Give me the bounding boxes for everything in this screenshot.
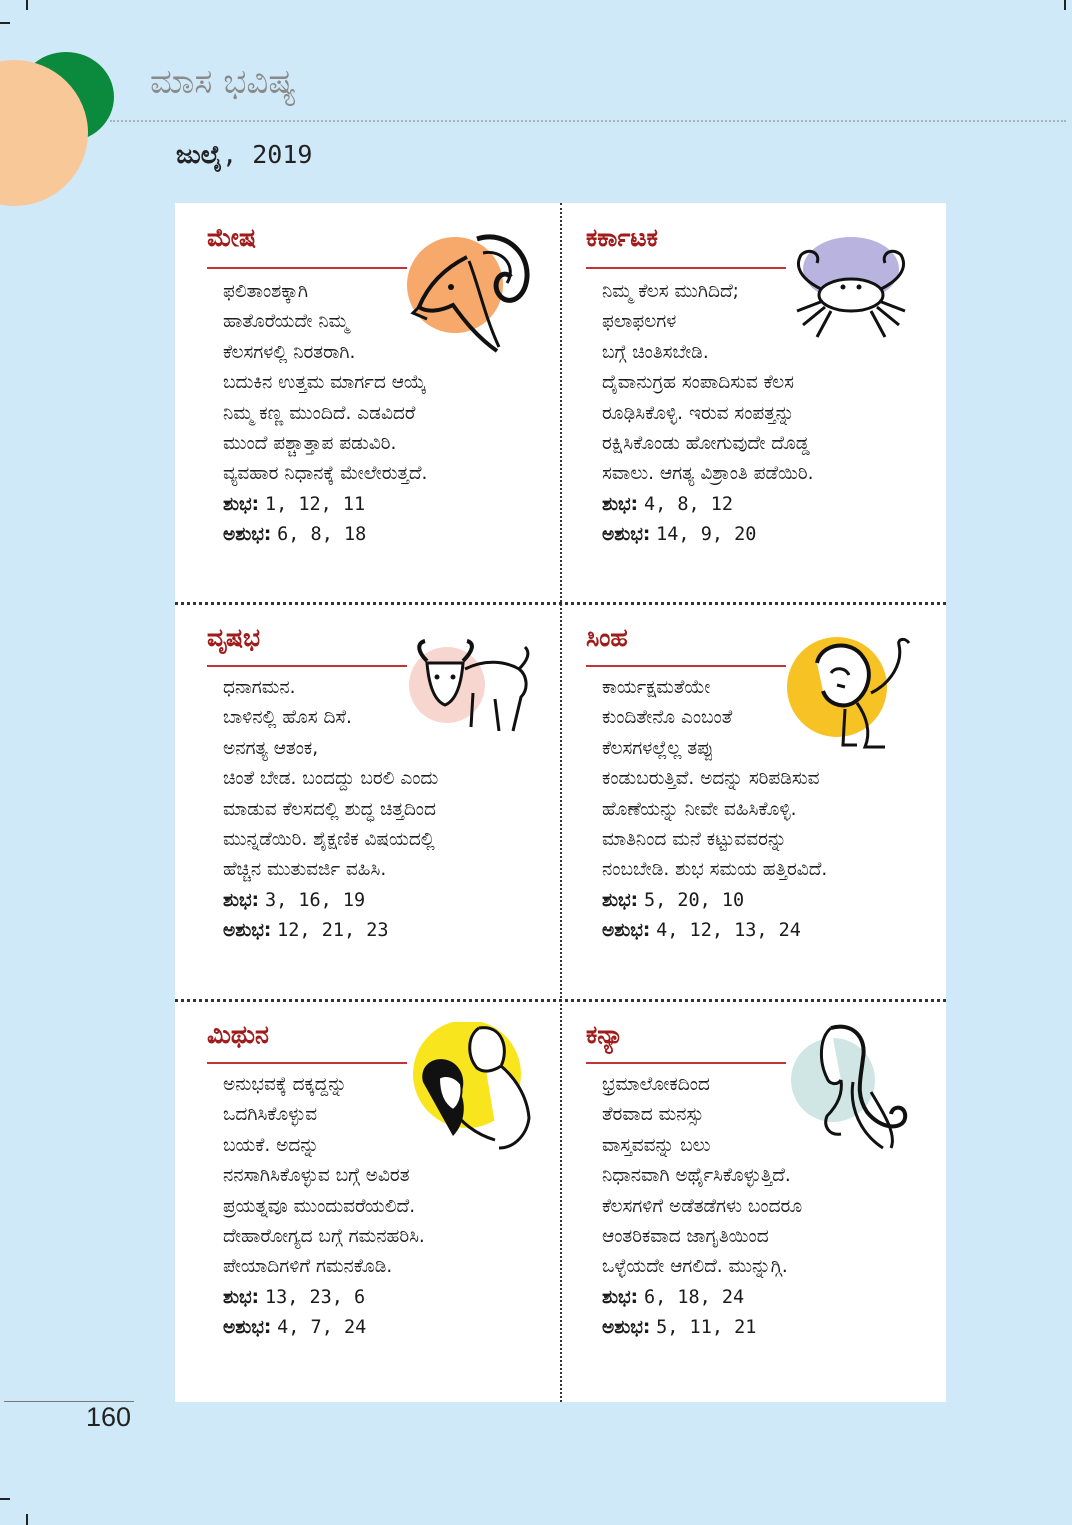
unlucky-values: 4, 12, 13, 24	[656, 920, 801, 941]
prediction-line: ಸವಾಲು. ಆಗತ್ಯ ವಿಶ್ರಾಂತಿ ಪಡೆಯಿರಿ.	[602, 463, 814, 485]
prediction-line: ಪ್ರಯತ್ನವೂ ಮುಂದುವರೆಯಲಿದೆ.	[223, 1195, 416, 1217]
page-title: ಮಾಸ ಭವಿಷ್ಯ	[150, 62, 297, 102]
crop-mark	[26, 0, 28, 10]
lucky-label: ಶುಭ:	[602, 1287, 639, 1308]
prediction-line: ಬಯಕೆ. ಅದನ್ನು	[223, 1134, 319, 1156]
unlucky-label: ಅಶುಭ:	[602, 1317, 651, 1338]
prediction-line: ಕೆಲಸಗಳಲ್ಲೆಲ್ಲ ತಪ್ಪು	[602, 737, 714, 759]
sign-card-mithuna	[175, 1002, 558, 1398]
lucky-days	[223, 1283, 365, 1313]
prediction-line: ಒಳ್ಳೆಯದೇ ಆಗಲಿದೆ. ಮುನ್ನುಗ್ಗಿ.	[602, 1256, 788, 1278]
unlucky-days	[223, 916, 389, 946]
lucky-label: ಶುಭ:	[223, 494, 260, 515]
lucky-days	[223, 886, 365, 916]
unlucky-values: 12, 21, 23	[277, 920, 389, 941]
twins-icon	[409, 1022, 535, 1152]
prediction-text	[223, 277, 427, 490]
prediction-line: ನಂಬಬೇಡಿ. ಶುಭ ಸಮಯ ಹತ್ತಿರವಿದೆ.	[602, 859, 828, 881]
prediction-line: ಕುಂದಿತೇನೊ ಎಂಬಂತೆ	[602, 707, 733, 729]
prediction-line: ಭ್ರಮಾಲೋಕದಿಂದ	[602, 1074, 710, 1095]
unlucky-days	[602, 916, 801, 946]
sign-title: ಸಿಂಹ	[586, 623, 628, 652]
sign-underline	[207, 267, 407, 269]
unlucky-days	[223, 520, 366, 550]
prediction-line: ಆಂತರಿಕವಾದ ಜಾಗೃತಿಯಿಂದ	[602, 1226, 769, 1248]
month-heading	[176, 140, 312, 170]
prediction-line: ಮುನ್ನಡೆಯಿರಿ. ಶೈಕ್ಷಣಿಕ ವಿಷಯದಲ್ಲಿ	[223, 829, 435, 851]
prediction-line: ದೇಹಾರೋಗ್ಯದ ಬಗ್ಗೆ ಗಮನಹರಿಸಿ.	[223, 1226, 425, 1248]
unlucky-values: 14, 9, 20	[656, 524, 757, 545]
crop-mark	[26, 1514, 28, 1525]
sign-card-kanya	[561, 1002, 944, 1398]
prediction-line: ಹಾತೊರೆಯದೇ ನಿಮ್ಮ	[223, 311, 349, 333]
maiden-icon	[791, 1022, 911, 1152]
lucky-values: 4, 8, 12	[643, 494, 734, 515]
prediction-line: ಮಾಡುವ ಕೆಲಸದಲ್ಲಿ ಶುದ್ಧ ಚಿತ್ತದಿಂದ	[223, 798, 436, 820]
unlucky-days	[602, 520, 756, 550]
prediction-line: ಫಲಾಫಲಗಳ	[602, 311, 677, 333]
sign-title: ಕನ್ಯಾ	[586, 1020, 624, 1049]
sign-underline	[586, 267, 786, 269]
prediction-line: ಫಲಿತಾಂಶಕ್ಕಾಗಿ	[223, 281, 309, 302]
prediction-line: ಹೆಚ್ಚಿನ ಮುತುವರ್ಜಿ ವಹಿಸಿ.	[223, 859, 387, 881]
sign-underline	[586, 665, 786, 667]
lucky-days	[602, 1283, 744, 1313]
horoscope-panel	[175, 203, 946, 1402]
prediction-text	[223, 673, 438, 886]
sign-card-mesha	[175, 203, 558, 599]
prediction-line: ಕೆಲಸಗಳಿಗೆ ಅಡೆತಡೆಗಳು ಬಂದರೂ	[602, 1195, 803, 1217]
prediction-line: ಕೆಲಸಗಳಲ್ಲಿ ನಿರತರಾಗಿ.	[223, 341, 356, 363]
crop-mark	[0, 1498, 10, 1500]
prediction-text	[602, 1070, 802, 1283]
prediction-line: ಬಗ್ಗೆ ಚಿಂತಿಸಬೇಡಿ.	[602, 341, 709, 363]
crop-mark	[1064, 0, 1066, 10]
prediction-line: ಮಾತಿನಿಂದ ಮನೆ ಕಟ್ಟುವವರನ್ನು	[602, 829, 787, 851]
unlucky-days	[602, 1313, 756, 1343]
prediction-line: ಬದುಕಿನ ಉತ್ತಮ ಮಾರ್ಗದ ಆಯ್ಕೆ	[223, 372, 427, 394]
sign-title: ವೃಷಭ	[207, 623, 261, 652]
lucky-values: 1, 12, 11	[264, 494, 366, 515]
sign-card-simha	[561, 605, 944, 1001]
prediction-line: ನನಸಾಗಿಸಿಕೊಳ್ಳುವ ಬಗ್ಗೆ ಅವಿರತ	[223, 1165, 410, 1187]
lucky-label: ಶುಭ:	[602, 494, 639, 515]
unlucky-label: ಅಶುಭ:	[223, 1317, 272, 1338]
sign-title: ಮಿಥುನ	[207, 1020, 269, 1049]
sign-card-vrishabha	[175, 605, 558, 1001]
prediction-line: ಧನಾಗಮನ.	[223, 677, 296, 698]
sign-card-karkataka	[561, 203, 944, 599]
lucky-values: 6, 18, 24	[643, 1287, 745, 1308]
lucky-values: 5, 20, 10	[643, 890, 745, 911]
prediction-line: ಬಾಳಿನಲ್ಲಿ ಹೊಸ ದಿಸೆ.	[223, 707, 352, 729]
prediction-line: ಪೇಯಾದಿಗಳಿಗೆ ಗಮನಕೊಡಿ.	[223, 1256, 393, 1278]
sign-underline	[207, 1062, 407, 1064]
lucky-days	[602, 490, 733, 520]
unlucky-label: ಅಶುಭ:	[602, 920, 651, 941]
prediction-line: ಮುಂದೆ ಪಶ್ಚಾತ್ತಾಪ ಪಡುವಿರಿ.	[223, 433, 397, 455]
unlucky-label: ಅಶುಭ:	[223, 524, 272, 545]
prediction-text	[602, 673, 827, 886]
prediction-line: ಹೊಣೆಯನ್ನು ನೀವೇ ವಹಿಸಿಕೊಳ್ಳಿ.	[602, 798, 797, 820]
prediction-text	[223, 1070, 425, 1283]
lucky-values: 13, 23, 6	[264, 1287, 366, 1308]
lucky-values: 3, 16, 19	[264, 890, 366, 911]
month-name: ಜುಲೈ	[176, 140, 223, 169]
prediction-line: ನಿಧಾನವಾಗಿ ಅರ್ಥೈಸಿಕೊಳ್ಳುತ್ತಿದೆ.	[602, 1165, 791, 1187]
prediction-line: ತೆರವಾದ ಮನಸ್ಸು	[602, 1104, 704, 1126]
prediction-line: ರೂಢಿಸಿಕೊಳ್ಳಿ. ಇರುವ ಸಂಪತ್ತನ್ನು	[602, 402, 795, 424]
sign-underline	[207, 665, 407, 667]
prediction-line: ಚಿಂತೆ ಬೇಡ. ಬಂದದ್ದು ಬರಲಿ ಎಂದು	[223, 768, 439, 790]
unlucky-label: ಅಶುಭ:	[602, 524, 651, 545]
prediction-line: ನಿಮ್ಮ ಕಣ್ಣ ಮುಂದಿದೆ. ಎಡವಿದರೆ	[223, 402, 416, 424]
unlucky-label: ಅಶುಭ:	[223, 920, 272, 941]
lucky-label: ಶುಭ:	[223, 890, 260, 911]
lucky-days	[602, 886, 744, 916]
page-number: 160	[86, 1402, 132, 1432]
prediction-line: ನಿಮ್ಮ ಕೆಲಸ ಮುಗಿದಿದೆ;	[602, 281, 739, 302]
prediction-line: ಅನಗತ್ಯ ಆತಂಕ,	[223, 737, 319, 759]
lucky-label: ಶುಭ:	[223, 1287, 260, 1308]
prediction-line: ವ್ಯವಹಾರ ನಿಧಾನಕ್ಕೆ ಮೇಲೇರುತ್ತದೆ.	[223, 463, 428, 485]
month-year: , 2019	[222, 140, 313, 169]
unlucky-days	[223, 1313, 366, 1343]
prediction-text	[602, 277, 814, 490]
lucky-days	[223, 490, 365, 520]
unlucky-values: 4, 7, 24	[277, 1317, 367, 1338]
sign-title: ಮೇಷ	[207, 223, 256, 252]
unlucky-values: 5, 11, 21	[656, 1317, 757, 1338]
prediction-line: ಒದಗಿಸಿಕೊಳ್ಳುವ	[223, 1104, 318, 1126]
prediction-line: ಕಾರ್ಯಕ್ಷಮತೆಯೇ	[602, 677, 711, 698]
lucky-label: ಶುಭ:	[602, 890, 639, 911]
sign-title: ಕರ್ಕಾಟಕ	[586, 223, 658, 252]
header-divider	[110, 120, 1066, 122]
unlucky-values: 6, 8, 18	[277, 524, 367, 545]
crop-mark	[0, 22, 10, 24]
prediction-line: ವಾಸ್ತವವನ್ನು ಬಲು	[602, 1134, 711, 1156]
prediction-line: ದೈವಾನುಗ್ರಹ ಸಂಪಾದಿಸುವ ಕೆಲಸ	[602, 372, 794, 394]
prediction-line: ಕಂಡುಬರುತ್ತಿವೆ. ಅದನ್ನು ಸರಿಪಡಿಸುವ	[602, 768, 820, 790]
prediction-line: ಅನುಭವಕ್ಕೆ ದಕ್ಕದ್ದನ್ನು	[223, 1074, 347, 1095]
sign-underline	[586, 1062, 786, 1064]
prediction-line: ರಕ್ಷಿಸಿಕೊಂಡು ಹೋಗುವುದೇ ದೊಡ್ಡ	[602, 433, 810, 455]
